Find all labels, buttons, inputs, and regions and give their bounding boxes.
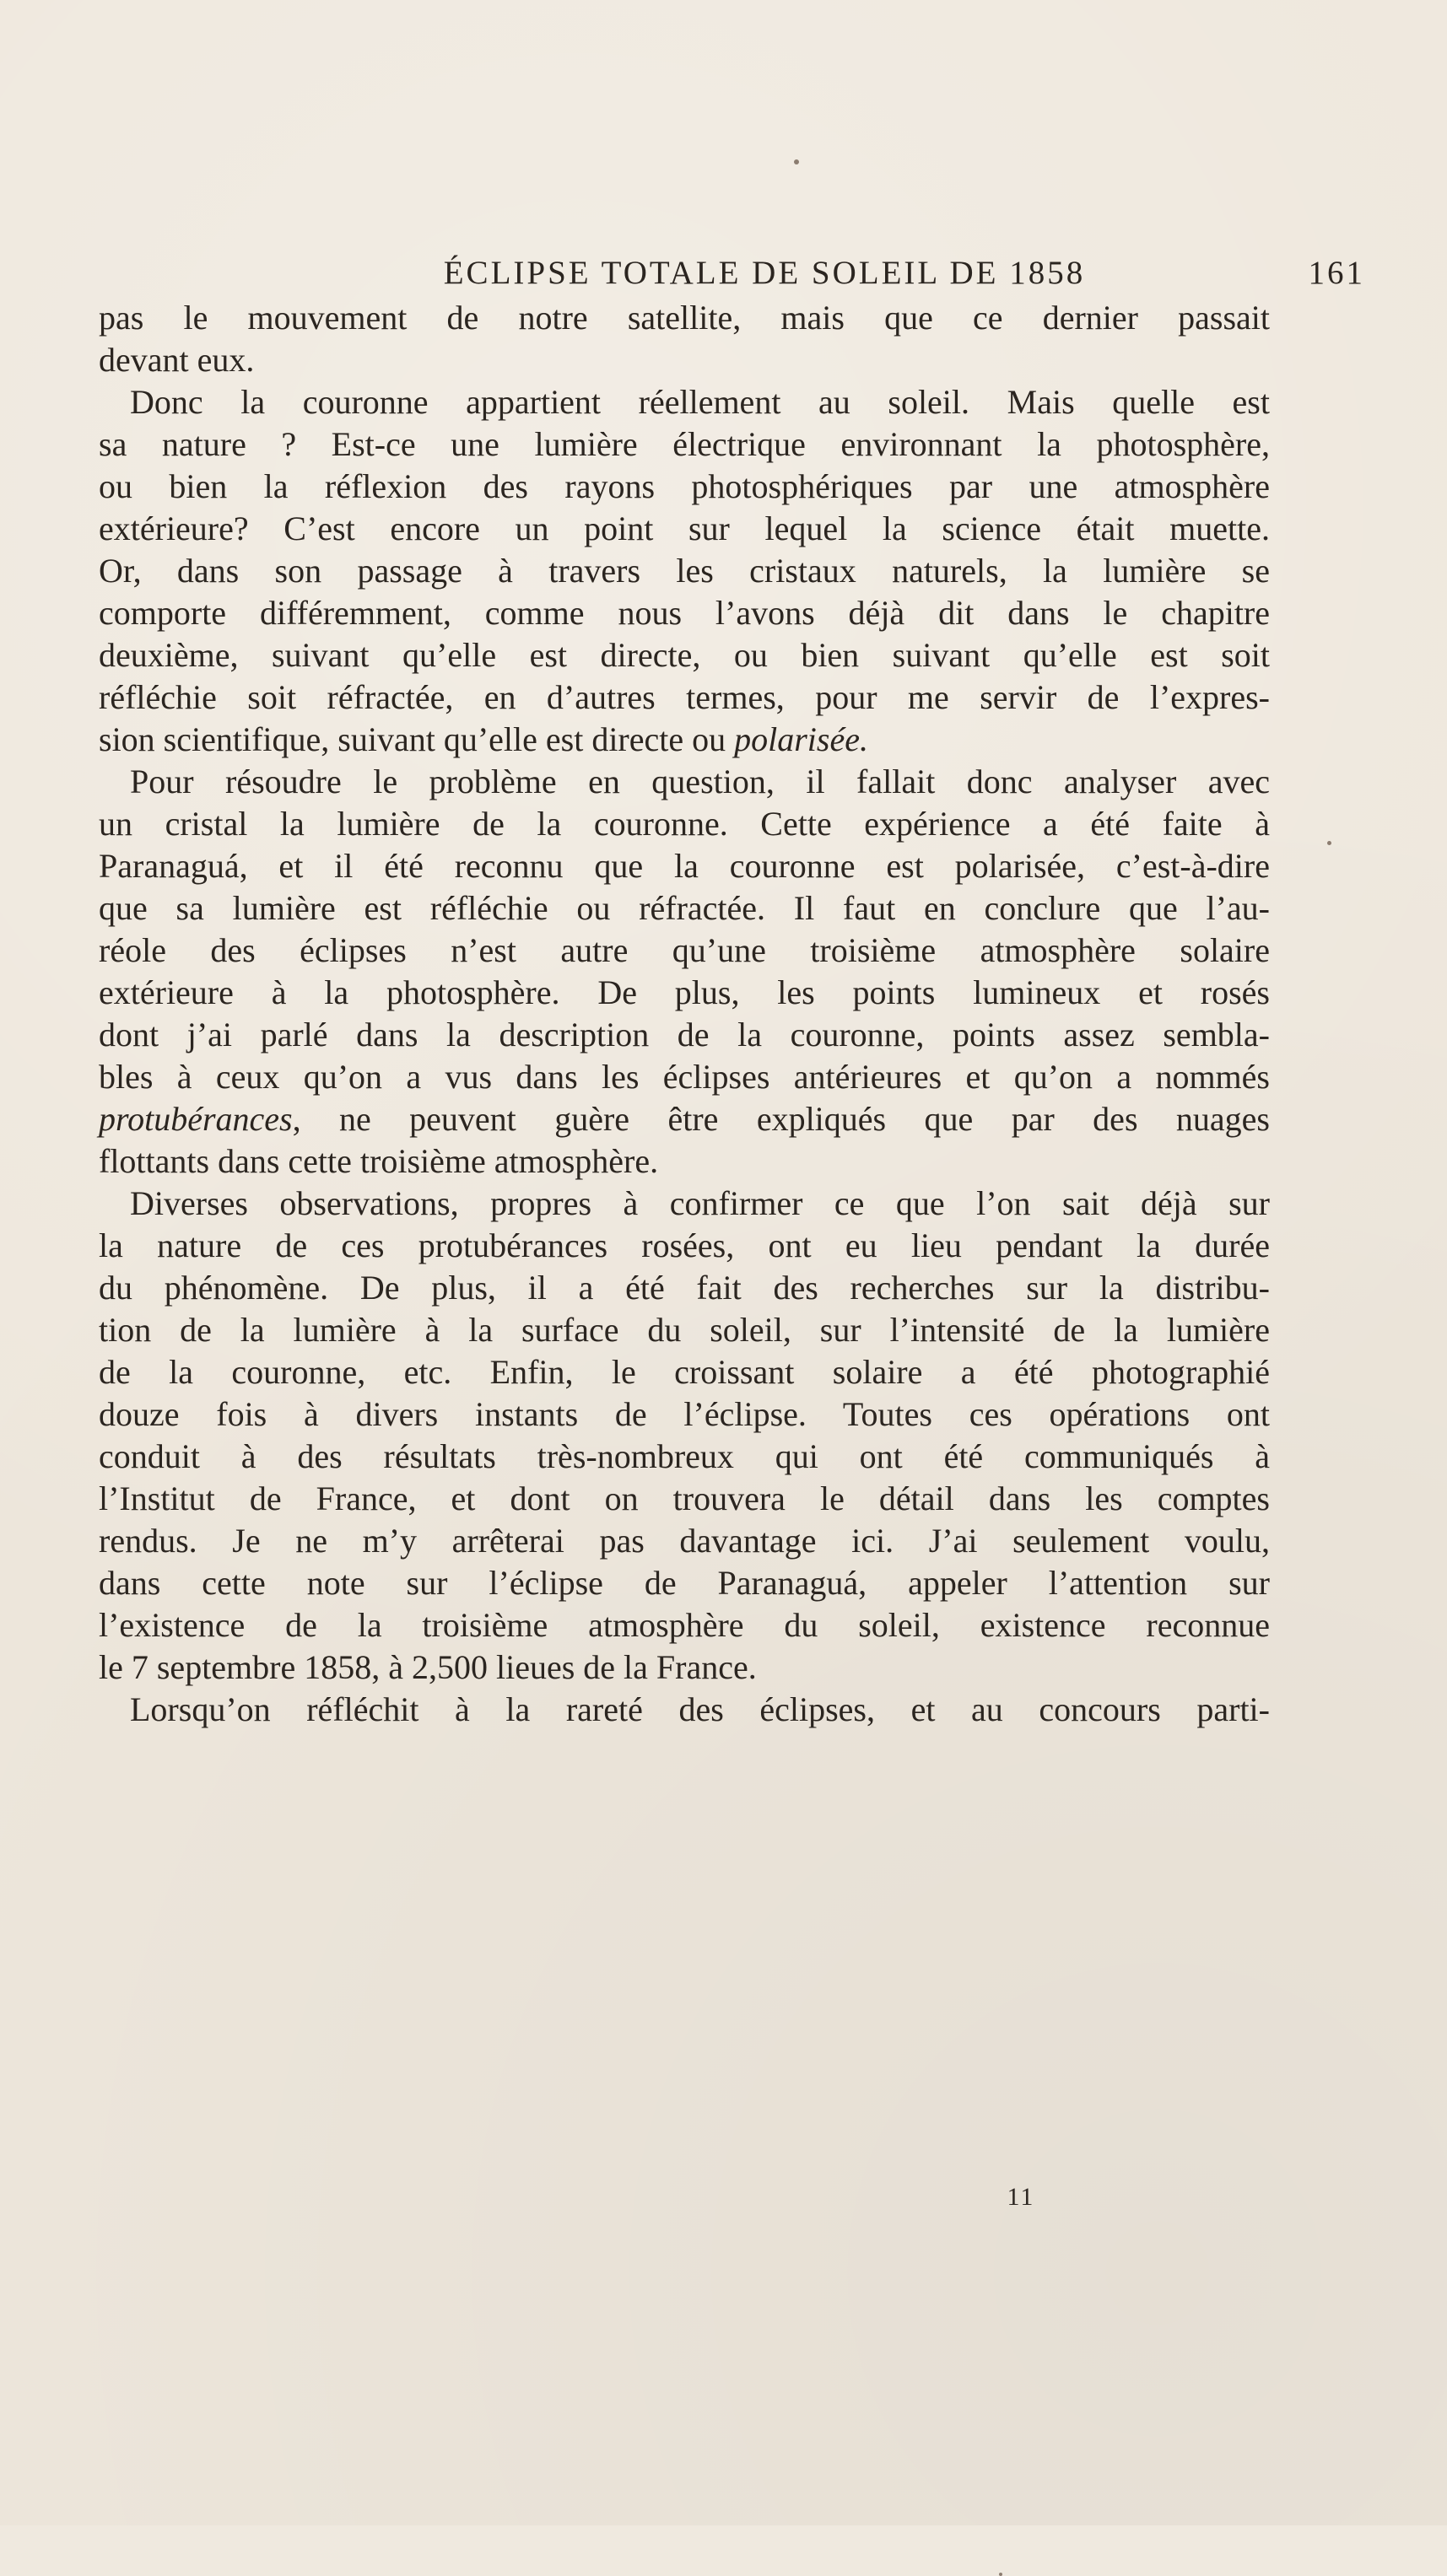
line-text: extérieure à la photosphère. De plus, les points lumineux et rosés [99, 973, 1270, 1011]
line-text: Lorsqu’on réfléchit à la rareté des éclipses, et au concours parti- [130, 1690, 1270, 1728]
page-header [275, 248, 1365, 299]
paper-speck [1327, 841, 1331, 845]
text-line [99, 1309, 1270, 1351]
text-line [99, 339, 1270, 381]
line-text: Pour résoudre le problème en question, il fallait donc analyser avec [130, 763, 1270, 800]
text-line [99, 1436, 1270, 1478]
text-line [99, 1014, 1270, 1056]
text-line [99, 887, 1270, 930]
line-text: Paranaguá, et il été reconnu que la couronne est polarisée, c’est-à-dire [99, 847, 1270, 885]
line-text: bles à ceux qu’on a vus dans les éclipses antérieures et qu’on a nommés [99, 1058, 1270, 1096]
line-text: dont j’ai parlé dans la description de la couronne, points assez sembla- [99, 1016, 1270, 1054]
text-line [99, 508, 1270, 550]
text-line [99, 1183, 1270, 1225]
line-text: deuxième, suivant qu’elle est directe, ou bien suivant qu’elle est soit [99, 636, 1270, 674]
line-text: un cristal la lumière de la couronne. Cette expérience a été faite à [99, 805, 1270, 843]
line-text: rendus. Je ne m’y arrêterai pas davantage ici. J’ai seulement voulu, [99, 1522, 1270, 1560]
line-text: réfléchie soit réfractée, en d’autres termes, pour me servir de l’expres- [99, 678, 1270, 716]
text-line [99, 803, 1270, 845]
line-text: pas le mouvement de notre satellite, mais que ce dernier passait [99, 299, 1270, 337]
text-line [99, 930, 1270, 972]
text-line [99, 1604, 1270, 1646]
text-line [99, 1562, 1270, 1604]
text-line [99, 381, 1270, 423]
page-number: 161 [1308, 255, 1365, 291]
line-text: sion scientifique, suivant qu’elle est directe ou [99, 720, 735, 758]
text-line [99, 972, 1270, 1014]
line-text: que sa lumière est réfléchie ou réfractée. Il faut en conclure que l’au- [99, 889, 1270, 927]
text-line [99, 423, 1270, 466]
text-line [99, 1267, 1270, 1309]
text-line [99, 1098, 1270, 1140]
text-line [99, 634, 1270, 676]
line-text: l’Institut de France, et dont on trouvera le détail dans les comptes [99, 1479, 1270, 1517]
text-line [99, 1646, 1270, 1689]
line-text: Donc la couronne appartient réellement au soleil. Mais quelle est [130, 383, 1270, 421]
text-line [99, 466, 1270, 508]
text-line [99, 845, 1270, 887]
text-line [99, 761, 1270, 803]
text-line [99, 719, 1270, 761]
text-line [99, 592, 1270, 634]
line-text: Or, dans son passage à travers les cristaux naturels, la lumière se [99, 552, 1270, 590]
text-line [99, 1689, 1270, 1731]
line-text: douze fois à divers instants de l’éclipse. Toutes ces opérations ont [99, 1395, 1270, 1433]
italic-word: polarisée. [734, 720, 868, 758]
text-line [99, 1520, 1270, 1562]
text-line [99, 676, 1270, 719]
text-line [99, 1225, 1270, 1267]
text-line [99, 1478, 1270, 1520]
line-text: flottants dans cette troisième atmosphère. [99, 1142, 659, 1180]
line-text: l’existence de la troisième atmosphère du soleil, existence reconnue [99, 1606, 1270, 1644]
line-text: le 7 septembre 1858, à 2,500 lieues de la France. [99, 1648, 757, 1686]
italic-word: protubérances [99, 1100, 293, 1138]
line-text: dans cette note sur l’éclipse de Paranaguá, appeler l’attention sur [99, 1564, 1270, 1602]
line-text: tion de la lumière à la surface du soleil, sur l’intensité de la lumière [99, 1311, 1270, 1349]
signature-mark: 11 [1007, 2183, 1035, 2211]
text-line [99, 1140, 1270, 1183]
line-text: comporte différemment, comme nous l’avons déjà dit dans le chapitre [99, 594, 1270, 632]
text-line [99, 1393, 1270, 1436]
text-line [99, 1056, 1270, 1098]
line-text: ou bien la réflexion des rayons photosphériques par une atmosphère [99, 467, 1270, 505]
paper-speck [999, 2573, 1002, 2576]
line-text: , ne peuvent guère être expliqués que par des nuages [292, 1100, 1270, 1138]
line-text: extérieure? C’est encore un point sur lequel la science était muette. [99, 509, 1270, 547]
line-text: Diverses observations, propres à confirmer ce que l’on sait déjà sur [130, 1184, 1270, 1222]
line-text: réole des éclipses n’est autre qu’une troisième atmosphère solaire [99, 931, 1270, 969]
text-line [99, 550, 1270, 592]
line-text: sa nature ? Est-ce une lumière électrique environnant la photosphère, [99, 425, 1270, 463]
line-text: de la couronne, etc. Enfin, le croissant solaire a été photographié [99, 1353, 1270, 1391]
line-text: conduit à des résultats très-nombreux qui ont été communiqués à [99, 1437, 1270, 1475]
text-line [99, 297, 1270, 339]
running-title: ÉCLIPSE TOTALE DE SOLEIL DE 1858 [443, 255, 1086, 291]
text-line [99, 1351, 1270, 1393]
line-text: du phénomène. De plus, il a été fait des recherches sur la distribu- [99, 1269, 1270, 1307]
line-text: la nature de ces protubérances rosées, ont eu lieu pendant la durée [99, 1226, 1270, 1264]
paper-speck [794, 159, 799, 164]
line-text: devant eux. [99, 341, 255, 379]
